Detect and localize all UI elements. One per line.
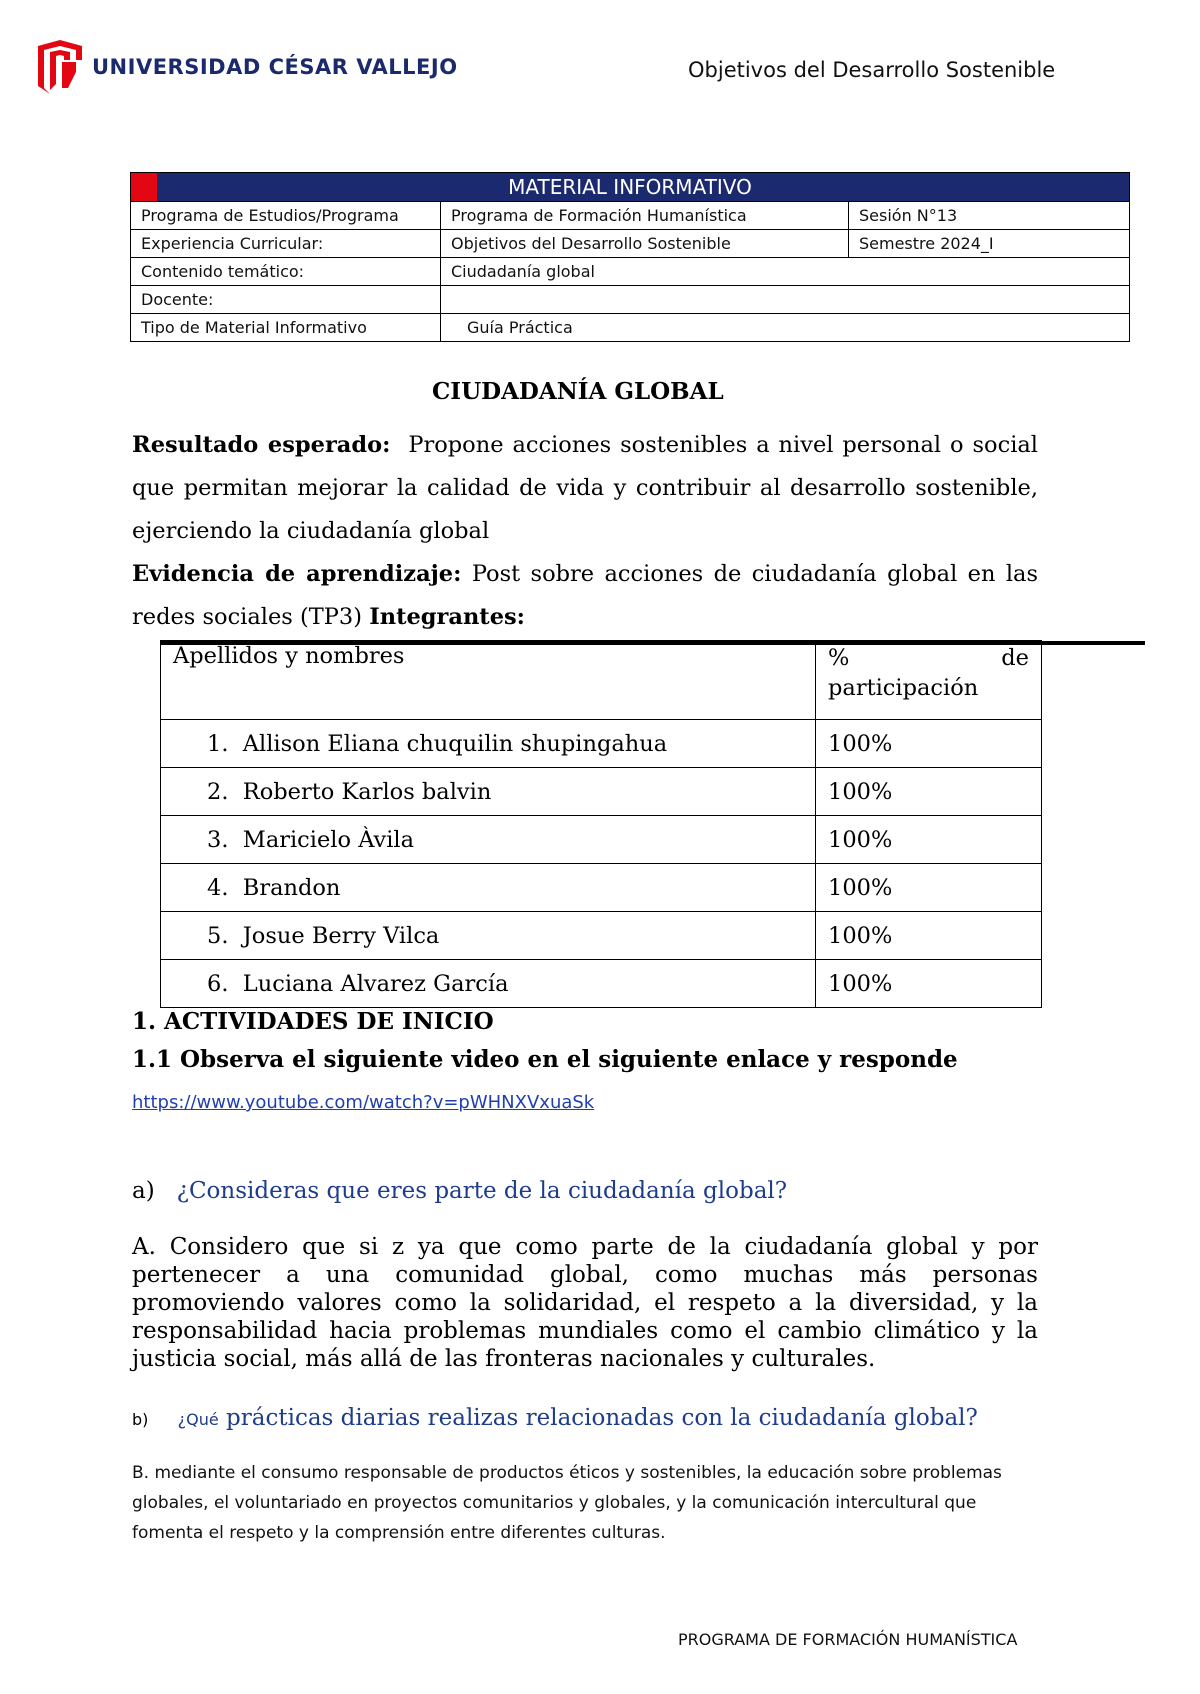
table-header-row: Apellidos y nombres % de participación xyxy=(161,641,1042,720)
section-heading: 1. ACTIVIDADES DE INICIO xyxy=(132,1008,494,1035)
document-title: CIUDADANÍA GLOBAL xyxy=(432,378,724,405)
info-table-heading: MATERIAL INFORMATIVO xyxy=(131,173,1130,202)
members-table xyxy=(160,640,1042,1008)
answer-a: A. Considero que si z ya que como parte de la ciudadanía global y por pertenecer a una comunidad global, como muchas más personas promoviendo valores como la solidaridad, el respeto a la diversidad, y la responsabilidad hacia problemas mundiales como el cambio climático y la justicia social, más allá de las fronteras nacionales y culturales. xyxy=(132,1234,1038,1372)
question-b: b) ¿Qué prácticas diarias realizas relacionadas con la ciudadanía global? xyxy=(132,1405,978,1431)
university-name: UNIVERSIDAD CÉSAR VALLEJO xyxy=(92,55,458,79)
table-row: Experiencia Curricular: Objetivos del Desarrollo Sostenible Semestre 2024_I xyxy=(131,230,1130,258)
red-accent xyxy=(131,173,157,201)
learning-outcome: Resultado esperado: Propone acciones sostenibles a nivel personal o social que permitan mejorar la calidad de vida y contribuir al desarrollo sostenible, ejerciendo la ciudadanía global Evidencia de aprendizaje: Post sobre acciones de ciudadanía global en las redes sociales (TP3) Integrantes: xyxy=(132,432,1038,630)
subsection-heading: 1.1 Observa el siguiente video en el siguiente enlace y responde xyxy=(132,1046,958,1073)
page-footer: PROGRAMA DE FORMACIÓN HUMANÍSTICA xyxy=(678,1630,1018,1649)
question-a: a) ¿Consideras que eres parte de la ciudadanía global? xyxy=(132,1178,788,1204)
table-row: 3. Maricielo Àvila 100% xyxy=(161,816,1042,864)
table-row: Contenido temático: Ciudadanía global xyxy=(131,258,1130,286)
ucv-shield-icon xyxy=(36,38,84,96)
table-row: 6. Luciana Alvarez García 100% xyxy=(161,960,1042,1008)
info-table xyxy=(130,172,1130,342)
table-row: 2. Roberto Karlos balvin 100% xyxy=(161,768,1042,816)
header-course-title: Objetivos del Desarrollo Sostenible xyxy=(688,58,1056,82)
table-row: Tipo de Material Informativo Guía Práctica xyxy=(131,314,1130,342)
table-row: 4. Brandon 100% xyxy=(161,864,1042,912)
table-row: Programa de Estudios/Programa Programa de Formación Humanística Sesión N°13 xyxy=(131,202,1130,230)
answer-b: B. mediante el consumo responsable de productos éticos y sostenibles, la educación sobre problemas globales, el voluntariado en proyectos comunitarios y globales, y la comunicación intercultural que fomenta el respeto y la comprensión entre diferentes culturas. xyxy=(132,1463,1002,1543)
table-row: 5. Josue Berry Vilca 100% xyxy=(161,912,1042,960)
video-link[interactable]: https://www.youtube.com/watch?v=pWHNXVxuaSk xyxy=(132,1092,595,1113)
table-row: 1. Allison Eliana chuquilin shupingahua 100% xyxy=(161,720,1042,768)
table-row: Docente: xyxy=(131,286,1130,314)
